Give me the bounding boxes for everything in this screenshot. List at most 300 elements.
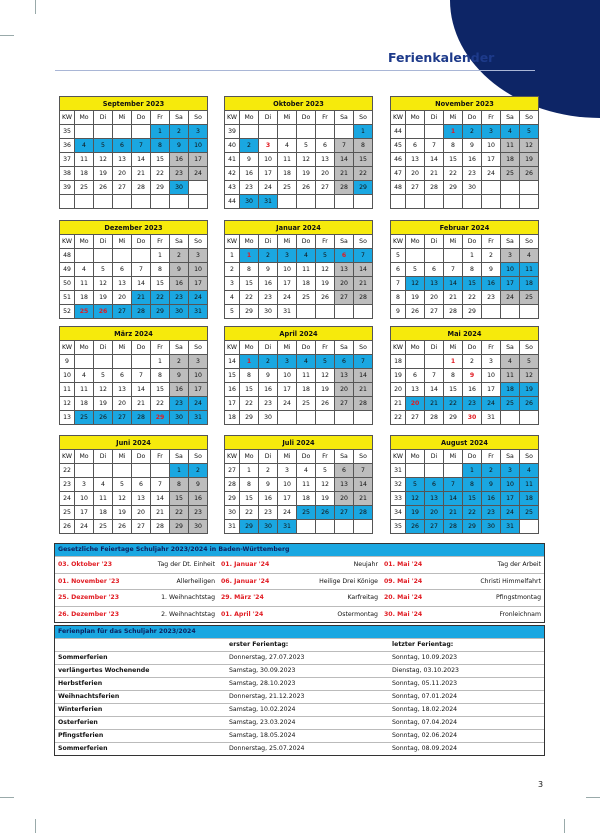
feiertag-entry (218, 590, 381, 606)
day-cell: 11 (501, 369, 520, 383)
ferien-end: Dienstag, 03.10.2023 (392, 667, 459, 674)
day-cell: 2 (482, 464, 501, 478)
month-title: Dezember 2023 (60, 221, 208, 235)
day-cell (132, 464, 151, 478)
day-cell (297, 305, 316, 319)
day-cell: 3 (278, 249, 297, 263)
day-cell: 29 (240, 411, 259, 425)
day-header: Mo (75, 111, 94, 125)
week-number: 43 (225, 181, 240, 195)
day-cell: 29 (151, 305, 170, 319)
feiertag-entry (218, 557, 381, 573)
day-cell: 19 (94, 167, 113, 181)
day-cell: 24 (482, 397, 501, 411)
day-cell: 9 (259, 478, 278, 492)
week-row (391, 291, 539, 305)
day-header: Sa (170, 111, 189, 125)
day-header: Fr (316, 450, 335, 464)
day-cell: 5 (94, 369, 113, 383)
ferien-row (55, 664, 544, 677)
day-cell: 26 (406, 305, 425, 319)
week-row (225, 478, 373, 492)
day-cell: 24 (259, 181, 278, 195)
day-cell (189, 181, 208, 195)
day-header: Do (463, 111, 482, 125)
day-cell: 15 (463, 277, 482, 291)
ferien-name: Pfingstferien (58, 732, 104, 739)
day-cell: 22 (240, 506, 259, 520)
day-cell: 22 (170, 506, 189, 520)
day-cell (94, 249, 113, 263)
week-number: 24 (60, 492, 75, 506)
feiertag-date: 03. Oktober '23 (58, 561, 113, 569)
day-cell (444, 464, 463, 478)
day-cell: 2 (189, 464, 208, 478)
ferien-row (55, 677, 544, 690)
day-cell (113, 464, 132, 478)
day-cell: 12 (113, 492, 132, 506)
day-cell: 18 (501, 153, 520, 167)
ferien-name: Herbstferien (58, 680, 103, 687)
week-number: 1 (225, 249, 240, 263)
ferien-start: Samstag, 23.03.2024 (229, 719, 296, 726)
feiertag-name: Karfreitag (347, 594, 378, 602)
day-cell: 7 (444, 263, 463, 277)
day-cell: 17 (482, 153, 501, 167)
day-cell: 8 (354, 139, 373, 153)
week-number: 5 (391, 249, 406, 263)
week-row (225, 249, 373, 263)
day-header: Mo (240, 450, 259, 464)
day-cell: 28 (132, 411, 151, 425)
ferienplan-header (55, 638, 544, 651)
feiertage-box (54, 543, 545, 623)
feiertag-name: Tag der Dt. Einheit (157, 561, 215, 569)
day-header: Do (132, 341, 151, 355)
week-number: 27 (225, 464, 240, 478)
day-header: Di (425, 341, 444, 355)
day-header: Fr (482, 111, 501, 125)
day-cell: 24 (278, 291, 297, 305)
day-cell: 1 (170, 464, 189, 478)
day-cell: 12 (316, 478, 335, 492)
day-header: Do (297, 235, 316, 249)
week-row (225, 181, 373, 195)
day-header: Mo (75, 450, 94, 464)
day-cell: 29 (151, 181, 170, 195)
col-last-day: letzter Ferientag: (392, 641, 454, 648)
day-cell: 9 (240, 153, 259, 167)
month-title: Juli 2024 (225, 436, 373, 450)
day-cell: 7 (132, 263, 151, 277)
day-cell: 15 (151, 277, 170, 291)
day-header: KW (225, 450, 240, 464)
day-cell (240, 125, 259, 139)
day-cell: 27 (113, 411, 132, 425)
week-row (60, 464, 208, 478)
week-number: 52 (60, 305, 75, 319)
day-cell: 20 (113, 291, 132, 305)
day-cell: 7 (444, 478, 463, 492)
week-number: 26 (60, 520, 75, 534)
day-cell: 31 (259, 195, 278, 209)
week-number: 48 (391, 181, 406, 195)
week-row (391, 153, 539, 167)
day-cell: 3 (75, 478, 94, 492)
day-cell: 1 (240, 249, 259, 263)
week-number: 48 (60, 249, 75, 263)
day-cell: 22 (444, 167, 463, 181)
day-header: So (520, 111, 539, 125)
day-cell: 29 (354, 181, 373, 195)
day-header: Sa (501, 111, 520, 125)
ferien-end: Sonntag, 10.09.2023 (392, 654, 458, 661)
day-cell (406, 464, 425, 478)
month-title: September 2023 (60, 97, 208, 111)
day-header: Mo (406, 235, 425, 249)
day-header: Di (425, 111, 444, 125)
month-calendar (390, 435, 539, 534)
week-row (60, 167, 208, 181)
day-header: Sa (335, 450, 354, 464)
day-header: Sa (170, 450, 189, 464)
week-row (60, 411, 208, 425)
week-row (225, 383, 373, 397)
day-cell (75, 464, 94, 478)
ferien-start: Samstag, 18.05.2024 (229, 732, 296, 739)
week-row (60, 277, 208, 291)
day-cell: 15 (170, 492, 189, 506)
day-cell: 14 (425, 383, 444, 397)
day-cell: 28 (444, 520, 463, 534)
week-row (60, 506, 208, 520)
day-cell: 5 (297, 139, 316, 153)
day-cell: 8 (151, 263, 170, 277)
day-cell: 30 (259, 520, 278, 534)
day-cell (297, 520, 316, 534)
day-cell: 15 (240, 277, 259, 291)
day-header: Mo (406, 111, 425, 125)
day-cell: 4 (297, 249, 316, 263)
col-first-day: erster Ferientag: (229, 641, 289, 648)
ferien-start: Samstag, 30.09.2023 (229, 667, 296, 674)
day-header: KW (391, 235, 406, 249)
week-number: 6 (391, 263, 406, 277)
week-number: 21 (391, 397, 406, 411)
day-header: KW (60, 450, 75, 464)
day-cell (501, 181, 520, 195)
day-cell: 27 (335, 291, 354, 305)
ferienplan-title: Ferienplan für das Schuljahr 2023/2024 (55, 626, 544, 638)
day-header: Do (463, 235, 482, 249)
day-cell: 27 (425, 305, 444, 319)
day-cell: 9 (463, 139, 482, 153)
day-cell: 17 (501, 277, 520, 291)
feiertage-title: Gesetzliche Feiertage Schuljahr 2023/2024 in Baden-Württemberg (55, 544, 544, 556)
day-cell: 24 (189, 291, 208, 305)
day-header: Di (259, 450, 278, 464)
day-cell: 29 (170, 520, 189, 534)
day-header: Mi (113, 341, 132, 355)
day-cell: 27 (425, 520, 444, 534)
day-cell: 26 (406, 520, 425, 534)
month-title: April 2024 (225, 327, 373, 341)
day-cell: 22 (354, 167, 373, 181)
day-cell: 31 (189, 305, 208, 319)
day-cell: 10 (189, 369, 208, 383)
day-header: So (520, 341, 539, 355)
day-cell: 26 (94, 181, 113, 195)
day-cell: 12 (94, 153, 113, 167)
day-cell: 17 (278, 277, 297, 291)
day-cell: 28 (354, 397, 373, 411)
day-header: KW (60, 111, 75, 125)
day-cell (113, 355, 132, 369)
week-number: 5 (225, 305, 240, 319)
day-cell (425, 464, 444, 478)
day-cell: 5 (94, 263, 113, 277)
day-cell (297, 195, 316, 209)
day-cell: 17 (501, 492, 520, 506)
day-cell: 28 (425, 411, 444, 425)
month-calendar (224, 326, 373, 425)
day-header: Do (297, 111, 316, 125)
day-cell: 24 (482, 167, 501, 181)
day-cell: 3 (482, 125, 501, 139)
day-cell: 8 (463, 263, 482, 277)
day-cell (482, 195, 501, 209)
week-number: 36 (60, 139, 75, 153)
day-cell: 15 (240, 383, 259, 397)
day-cell: 22 (151, 291, 170, 305)
day-cell: 25 (75, 181, 94, 195)
day-cell: 22 (463, 506, 482, 520)
day-cell: 6 (335, 249, 354, 263)
day-cell: 24 (501, 291, 520, 305)
day-cell: 26 (316, 291, 335, 305)
day-cell: 30 (463, 411, 482, 425)
day-cell: 20 (406, 397, 425, 411)
week-number: 14 (225, 355, 240, 369)
day-cell: 1 (444, 125, 463, 139)
day-cell: 2 (463, 355, 482, 369)
day-cell: 24 (501, 506, 520, 520)
day-cell: 12 (316, 369, 335, 383)
week-number: 13 (60, 411, 75, 425)
week-row (225, 369, 373, 383)
day-cell: 1 (354, 125, 373, 139)
day-header: Sa (170, 235, 189, 249)
day-cell: 27 (335, 397, 354, 411)
day-header: Mo (75, 235, 94, 249)
day-header: Sa (335, 235, 354, 249)
day-cell: 22 (463, 291, 482, 305)
feiertag-name: 2. Weihnachtstag (161, 610, 215, 618)
week-number: 44 (225, 195, 240, 209)
day-cell (425, 355, 444, 369)
day-cell: 6 (425, 478, 444, 492)
week-number: 34 (391, 506, 406, 520)
day-cell: 3 (278, 355, 297, 369)
week-row (225, 355, 373, 369)
week-row (225, 397, 373, 411)
feiertag-date: 26. Dezember '23 (58, 610, 120, 618)
day-cell: 2 (240, 139, 259, 153)
day-cell: 23 (463, 167, 482, 181)
day-cell: 12 (316, 263, 335, 277)
week-number: 9 (391, 305, 406, 319)
day-cell: 5 (94, 139, 113, 153)
day-cell: 21 (354, 277, 373, 291)
day-cell: 9 (170, 369, 189, 383)
day-cell: 20 (406, 167, 425, 181)
day-cell: 2 (170, 249, 189, 263)
day-header: Di (259, 341, 278, 355)
day-cell: 14 (425, 153, 444, 167)
week-row (60, 397, 208, 411)
day-cell (113, 249, 132, 263)
week-row (225, 195, 373, 209)
week-number: 3 (225, 277, 240, 291)
day-cell: 16 (482, 492, 501, 506)
ferien-name: Weihnachtsferien (58, 693, 120, 700)
day-cell: 25 (75, 305, 94, 319)
day-cell (406, 125, 425, 139)
feiertag-name: Heilige Drei Könige (319, 577, 378, 585)
week-number: 37 (60, 153, 75, 167)
month-title: Januar 2024 (225, 221, 373, 235)
day-cell: 25 (520, 291, 539, 305)
day-header: KW (391, 450, 406, 464)
day-cell: 16 (189, 492, 208, 506)
day-cell: 25 (75, 411, 94, 425)
day-cell (132, 249, 151, 263)
day-cell (406, 195, 425, 209)
feiertag-date: 30. Mai '24 (384, 610, 423, 618)
week-number (391, 195, 406, 209)
page-title: Ferienkalender (388, 50, 495, 65)
week-row (391, 383, 539, 397)
day-cell: 21 (354, 492, 373, 506)
day-cell (113, 125, 132, 139)
day-header: Do (132, 450, 151, 464)
ferien-start: Donnerstag, 27.07.2023 (229, 654, 305, 661)
week-row (60, 355, 208, 369)
day-cell (354, 411, 373, 425)
day-cell: 17 (189, 383, 208, 397)
day-header: Sa (501, 235, 520, 249)
day-cell: 8 (151, 369, 170, 383)
day-cell (501, 305, 520, 319)
day-cell: 31 (501, 520, 520, 534)
day-cell (444, 249, 463, 263)
ferien-row (55, 703, 544, 716)
week-number: 32 (391, 478, 406, 492)
day-cell (151, 464, 170, 478)
day-cell: 1 (151, 125, 170, 139)
week-row (391, 355, 539, 369)
day-cell: 16 (170, 277, 189, 291)
day-header: KW (60, 341, 75, 355)
crop-mark (35, 819, 36, 833)
week-number: 7 (391, 277, 406, 291)
day-cell: 22 (151, 167, 170, 181)
day-header: Mo (240, 111, 259, 125)
day-cell: 29 (463, 520, 482, 534)
day-cell: 18 (278, 167, 297, 181)
day-cell: 24 (278, 506, 297, 520)
week-number: 25 (60, 506, 75, 520)
day-cell (335, 520, 354, 534)
day-cell: 11 (94, 492, 113, 506)
day-cell: 8 (170, 478, 189, 492)
day-cell: 29 (463, 305, 482, 319)
week-row (391, 411, 539, 425)
week-row (391, 464, 539, 478)
feiertag-date: 20. Mai '24 (384, 594, 423, 602)
day-cell: 8 (444, 369, 463, 383)
day-cell: 23 (170, 397, 189, 411)
feiertag-date: 29. März '24 (221, 594, 264, 602)
day-cell (75, 195, 94, 209)
day-header: Fr (482, 235, 501, 249)
day-header: Do (297, 450, 316, 464)
day-cell: 17 (482, 383, 501, 397)
day-cell: 30 (259, 411, 278, 425)
week-row (60, 181, 208, 195)
day-cell: 6 (335, 355, 354, 369)
day-cell: 19 (406, 506, 425, 520)
day-cell: 28 (335, 181, 354, 195)
day-cell: 27 (113, 305, 132, 319)
feiertag-date: 01. Januar '24 (221, 561, 270, 569)
day-cell: 14 (444, 277, 463, 291)
day-cell: 1 (463, 249, 482, 263)
day-cell: 19 (94, 291, 113, 305)
day-header: Fr (151, 450, 170, 464)
day-cell: 1 (151, 249, 170, 263)
day-cell: 18 (501, 383, 520, 397)
day-header: Do (463, 450, 482, 464)
day-cell: 11 (75, 277, 94, 291)
day-cell: 4 (501, 125, 520, 139)
day-header: Mi (113, 111, 132, 125)
week-number: 40 (225, 139, 240, 153)
day-header: Do (463, 341, 482, 355)
ferien-name: verlängertes Wochenende (58, 667, 150, 674)
ferien-end: Sonntag, 18.02.2024 (392, 706, 458, 713)
day-cell: 15 (151, 153, 170, 167)
day-cell: 28 (132, 181, 151, 195)
day-cell: 13 (316, 153, 335, 167)
day-cell: 11 (297, 369, 316, 383)
day-cell (94, 125, 113, 139)
week-number: 45 (391, 139, 406, 153)
day-cell: 16 (259, 277, 278, 291)
day-cell: 12 (406, 492, 425, 506)
day-header: Di (425, 450, 444, 464)
day-cell: 2 (259, 464, 278, 478)
day-cell: 30 (482, 520, 501, 534)
week-row (391, 478, 539, 492)
week-number: 18 (225, 411, 240, 425)
day-cell (335, 305, 354, 319)
day-cell: 23 (170, 167, 189, 181)
day-cell: 26 (113, 520, 132, 534)
week-number: 31 (391, 464, 406, 478)
day-cell: 24 (189, 397, 208, 411)
day-header: Do (297, 341, 316, 355)
